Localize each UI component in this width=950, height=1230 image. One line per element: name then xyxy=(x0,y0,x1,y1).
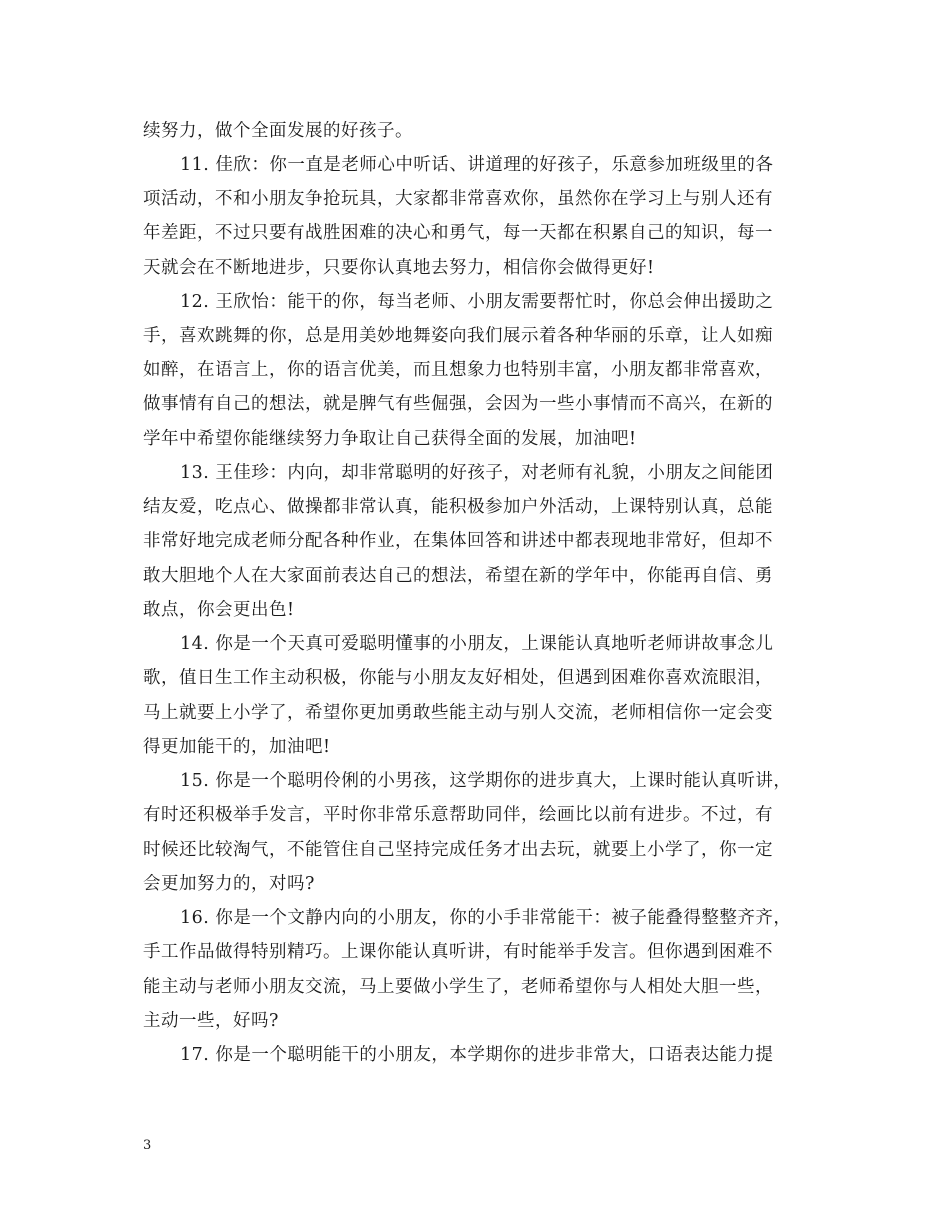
text-line: 手，喜欢跳舞的你，总是用美妙地舞姿向我们展示着各种华丽的乐章，让人如痴 xyxy=(143,326,773,346)
text-line: 12. 王欣怡：能干的你，每当老师、小朋友需要帮忙时，你总会伸出援助之 xyxy=(180,292,774,312)
text-line: 11. 佳欣：你一直是老师心中听话、讲道理的好孩子，乐意参加班级里的各 xyxy=(180,155,774,175)
text-line: 项活动，不和小朋友争抢玩具，大家都非常喜欢你，虽然你在学习上与别人还有 xyxy=(143,189,773,209)
text-line: 如醉，在语言上，你的语言优美，而且想象力也特别丰富，小朋友都非常喜欢， xyxy=(143,360,773,380)
text-line: 会更加努力的，对吗? xyxy=(143,874,315,894)
text-line: 16. 你是一个文静内向的小朋友，你的小手非常能干：被子能叠得整整齐齐， xyxy=(180,908,792,928)
text-line: 马上就要上小学了，希望你更加勇敢些能主动与别人交流，老师相信你一定会变 xyxy=(143,703,773,723)
text-line: 时候还比较淘气，不能管住自己坚持完成任务才出去玩，就要上小学了，你一定 xyxy=(143,840,773,860)
text-line: 续努力，做个全面发展的好孩子。 xyxy=(143,121,413,141)
text-line: 得更加能干的，加油吧! xyxy=(143,737,331,757)
page-number: 3 xyxy=(143,1138,152,1153)
text-line: 天就会在不断地进步，只要你认真地去努力，相信你会做得更好! xyxy=(143,258,655,278)
text-line: 主动一些，好吗? xyxy=(143,1011,279,1031)
text-line: 手工作品做得特别精巧。上课你能认真听讲，有时能举手发言。但你遇到困难不 xyxy=(143,942,773,962)
text-line: 做事情有自己的想法，就是脾气有些倔强，会因为一些小事情而不高兴，在新的 xyxy=(143,394,773,414)
text-line: 年差距，不过只要有战胜困难的决心和勇气，每一天都在积累自己的知识，每一 xyxy=(143,223,773,243)
text-line: 歌，值日生工作主动积极，你能与小朋友友好相处，但遇到困难你喜欢流眼泪， xyxy=(143,668,773,688)
text-line: 14. 你是一个天真可爱聪明懂事的小朋友，上课能认真地听老师讲故事念儿 xyxy=(180,634,774,654)
text-line: 敢点，你会更出色! xyxy=(143,600,295,620)
text-line: 学年中希望你能继续努力争取让自己获得全面的发展，加油吧! xyxy=(143,429,637,449)
text-line: 13. 王佳珍：内向，却非常聪明的好孩子，对老师有礼貌，小朋友之间能团 xyxy=(180,463,774,483)
text-line: 非常好地完成老师分配各种作业，在集体回答和讲述中都表现地非常好，但却不 xyxy=(143,531,773,551)
text-line: 15. 你是一个聪明伶俐的小男孩，这学期你的进步真大，上课时能认真听讲， xyxy=(180,771,792,791)
text-line: 敢大胆地个人在大家面前表达自己的想法，希望在新的学年中，你能再自信、勇 xyxy=(143,566,773,586)
text-line: 结友爱，吃点心、做操都非常认真，能积极参加户外活动，上课特别认真，总能 xyxy=(143,497,773,517)
text-line: 能主动与老师小朋友交流，马上要做小学生了，老师希望你与人相处大胆一些， xyxy=(143,977,773,997)
text-line: 17. 你是一个聪明能干的小朋友，本学期你的进步非常大，口语表达能力提 xyxy=(180,1045,774,1065)
text-line: 有时还积极举手发言，平时你非常乐意帮助同伴，绘画比以前有进步。不过，有 xyxy=(143,805,773,825)
